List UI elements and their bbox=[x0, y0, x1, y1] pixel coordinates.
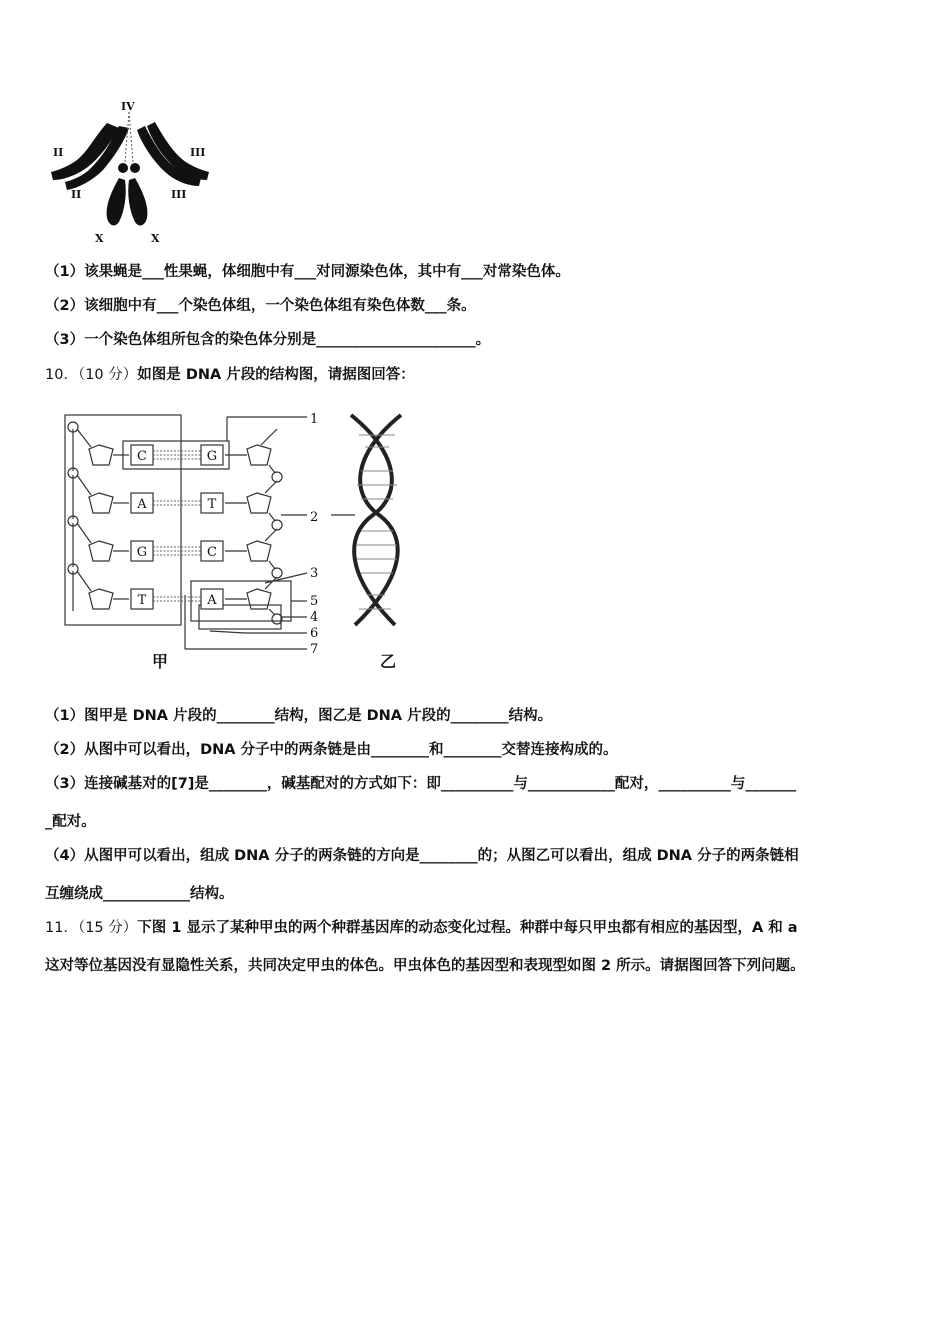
q10-number: 10．（10 分） bbox=[45, 367, 138, 383]
label-ii-top: II bbox=[53, 146, 64, 159]
left-base-3: G bbox=[136, 545, 148, 560]
chromosome-iv-dot-right bbox=[130, 163, 140, 173]
dna-diagram bbox=[55, 405, 455, 675]
q9-part3: （3）一个染色体组所包含的染色体分别是______________________。 bbox=[45, 332, 491, 348]
chromosome-iv-dot-left bbox=[118, 163, 128, 173]
q10-part4-line2: 互缠绕成____________结构。 bbox=[45, 886, 234, 902]
callout-5: 5 bbox=[310, 594, 319, 609]
callout-7: 7 bbox=[310, 642, 319, 657]
left-base-4: T bbox=[137, 593, 147, 608]
callout-1: 1 bbox=[310, 412, 319, 427]
q10-part1: （1）图甲是 DNA 片段的________结构，图乙是 DNA 片段的________结构。 bbox=[45, 708, 553, 724]
left-base-2: A bbox=[137, 497, 147, 512]
right-base-3: C bbox=[207, 545, 217, 560]
callout-6: 6 bbox=[310, 626, 319, 641]
label-iii-top: III bbox=[190, 146, 206, 159]
chromosome-x-left bbox=[107, 178, 126, 225]
karyotype-figure bbox=[45, 98, 215, 248]
callout-3: 3 bbox=[310, 566, 319, 581]
callout-4: 4 bbox=[310, 610, 319, 625]
q11-line2: 这对等位基因没有显隐性关系，共同决定甲虫的体色。甲虫体色的基因型和表现型如图 2 所示。请据图回答下列问题。 bbox=[45, 958, 805, 974]
q10-part2: （2）从图中可以看出，DNA 分子中的两条链是由________和________交替连接构成的。 bbox=[45, 742, 618, 758]
right-base-1: G bbox=[206, 449, 218, 464]
chromosome-x-right bbox=[128, 178, 147, 225]
q10-part3-line1: （3）连接碱基对的[7]是________，碱基配对的方式如下：即__________与____________配对，__________与_______ bbox=[45, 776, 797, 792]
q11-text-1: 下图 1 显示了某种甲虫的两个种群基因库的动态变化过程。种群中每只甲虫都有相应的基因型，A 和 a bbox=[137, 920, 798, 936]
q10-part4-line1: （4）从图甲可以看出，组成 DNA 分子的两条链的方向是________的；从图乙可以看出，组成 DNA 分子的两条链相 bbox=[45, 848, 799, 864]
q10-stem-text: 如图是 DNA 片段的结构图，请据图回答： bbox=[137, 367, 415, 383]
callout-2: 2 bbox=[310, 510, 319, 525]
q10-stem bbox=[45, 365, 415, 385]
right-base-4: A bbox=[207, 593, 217, 608]
caption-yi: 乙 bbox=[380, 652, 397, 671]
q9-part1: （1）该果蝇是___性果蝇，体细胞中有___对同源染色体，其中有___对常染色体。 bbox=[45, 264, 570, 280]
q11-line1 bbox=[45, 918, 798, 938]
q11-number: 11．（15 分） bbox=[45, 920, 138, 936]
q10-part3-line2: _配对。 bbox=[45, 814, 96, 830]
left-base-1: C bbox=[137, 449, 147, 464]
label-iv: IV bbox=[121, 100, 135, 113]
q9-part2: （2）该细胞中有___个染色体组，一个染色体组有染色体数___条。 bbox=[45, 298, 476, 314]
label-iii-bottom: III bbox=[171, 188, 187, 201]
label-ii-bottom: II bbox=[71, 188, 82, 201]
label-x-left: X bbox=[95, 232, 104, 245]
right-base-2: T bbox=[207, 497, 217, 512]
caption-jia: 甲 bbox=[152, 652, 169, 671]
label-x-right: X bbox=[151, 232, 160, 245]
